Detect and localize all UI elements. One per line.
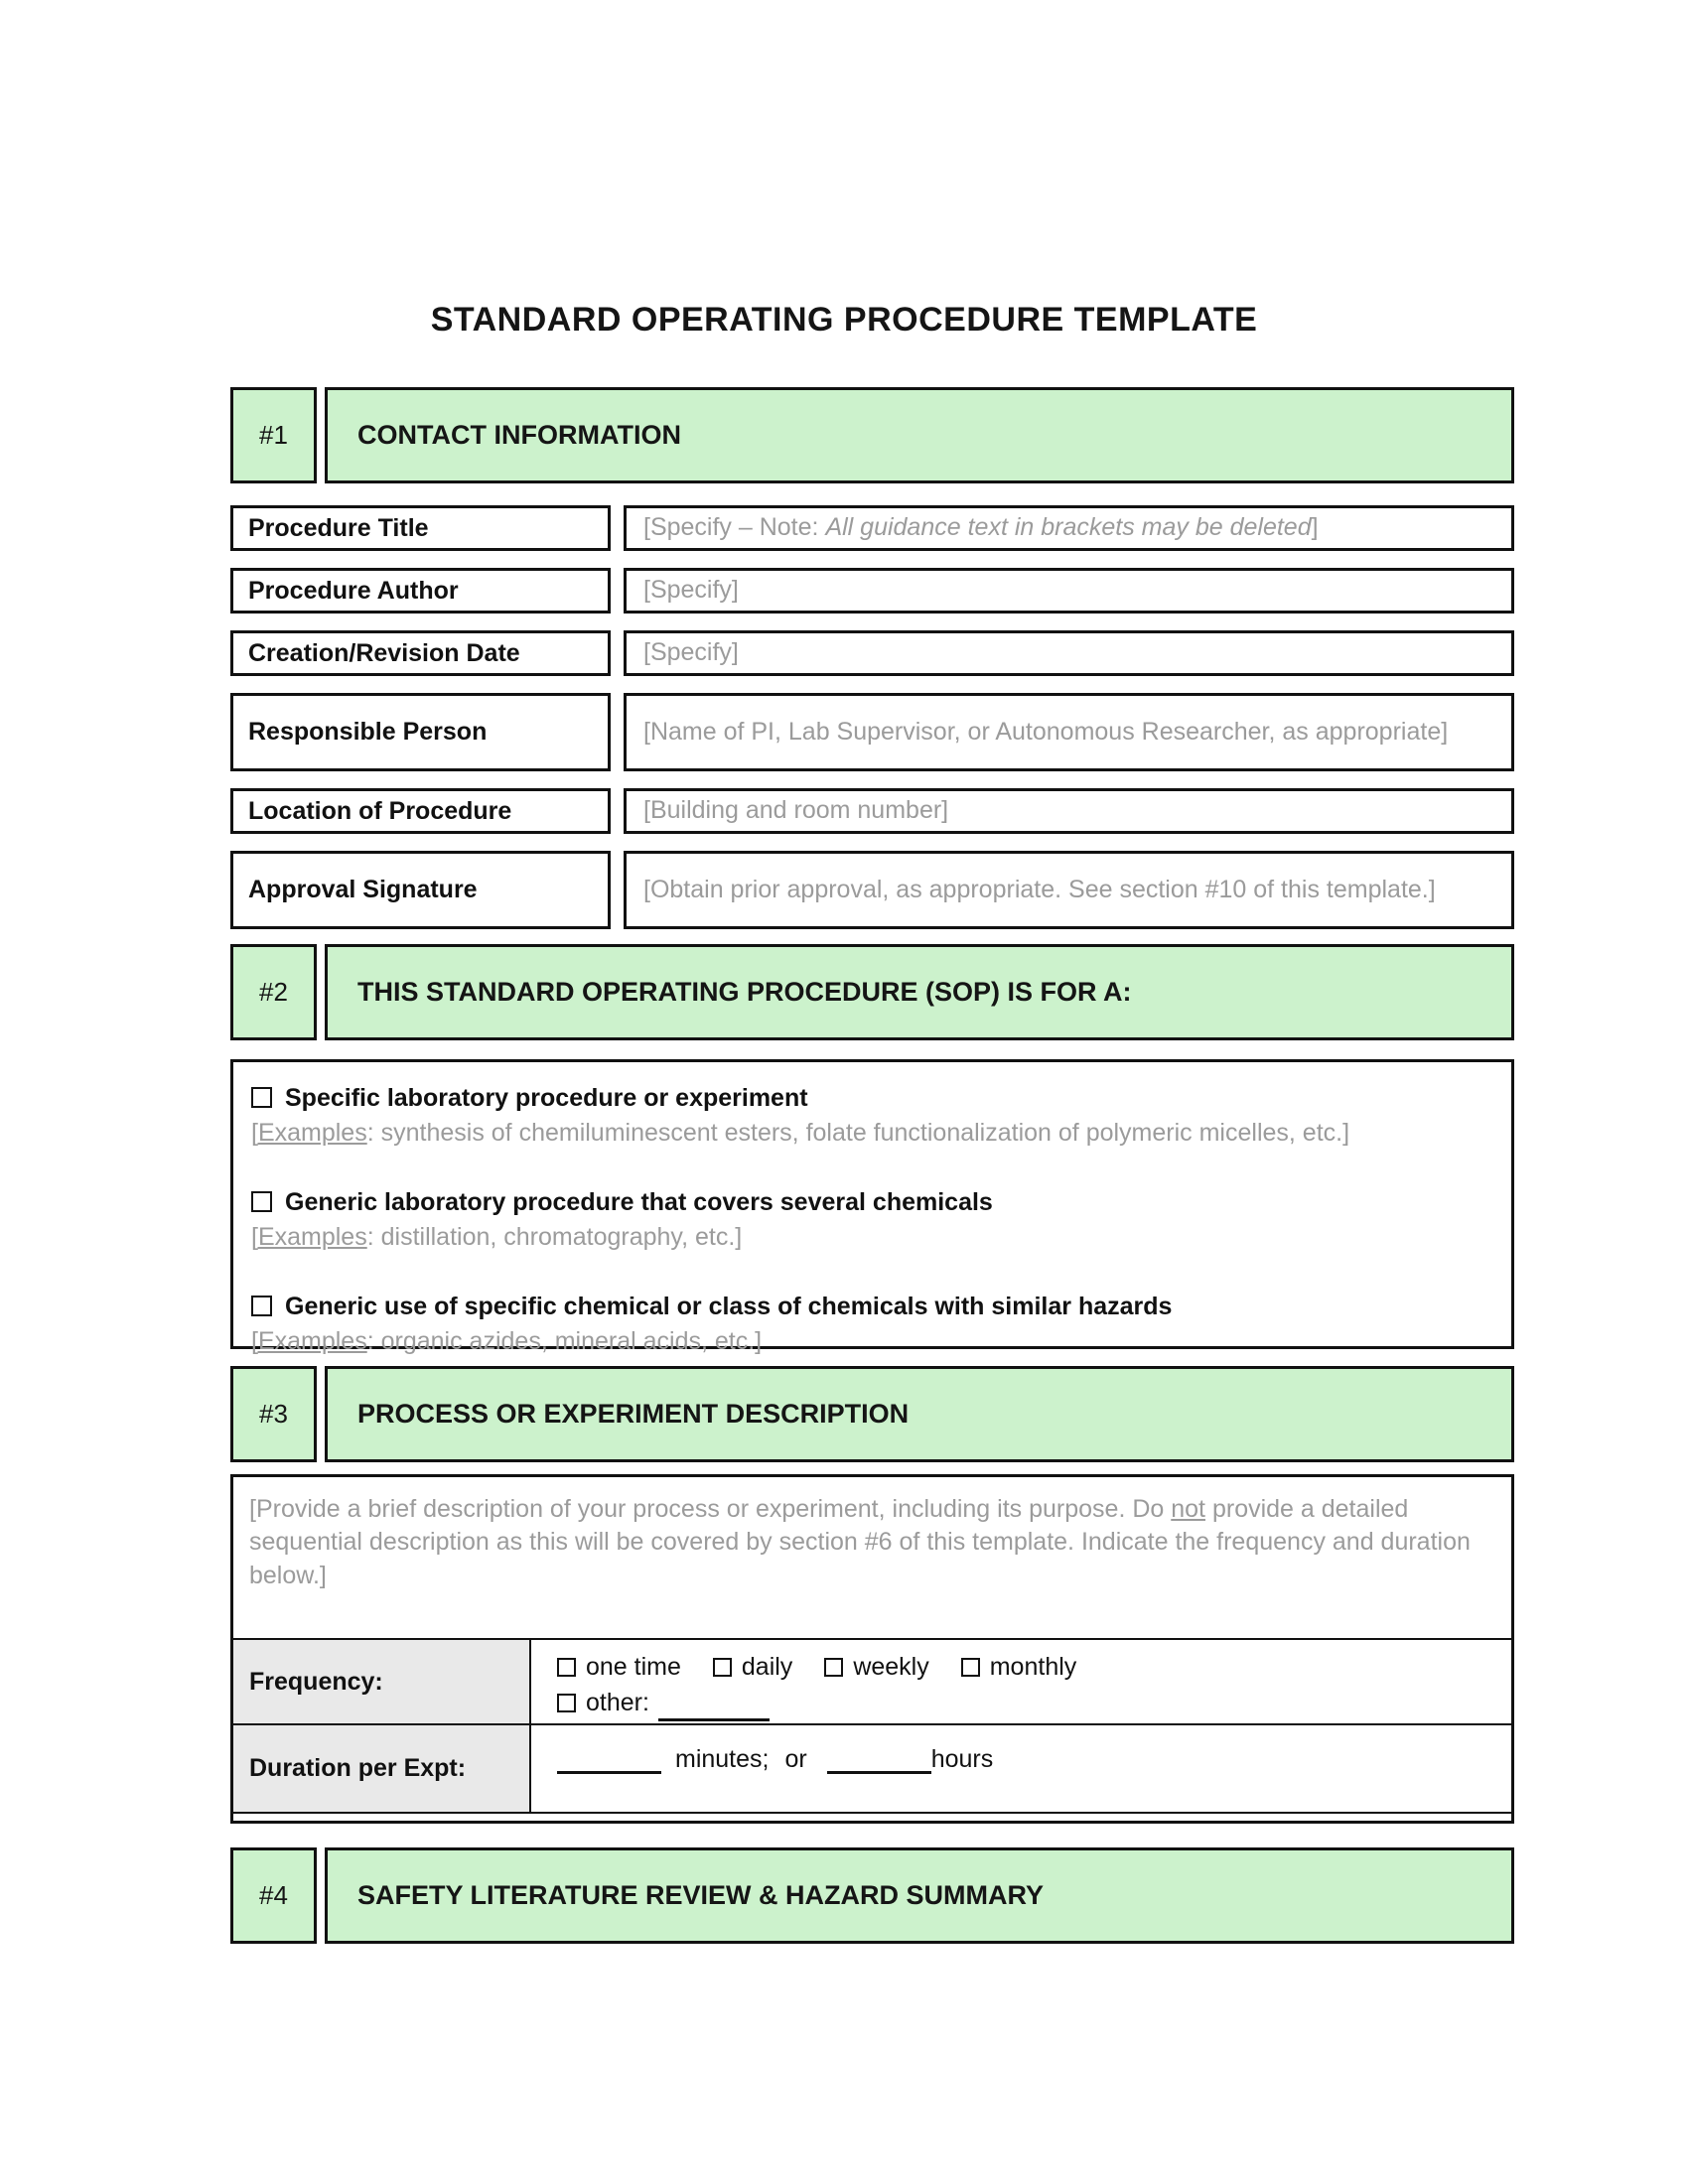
table-row bbox=[230, 568, 1514, 614]
table-row bbox=[233, 1725, 1511, 1814]
field-approval-signature[interactable] bbox=[624, 851, 1514, 929]
row-label-approval-signature: Approval Signature bbox=[230, 851, 611, 929]
checkbox-daily[interactable] bbox=[713, 1658, 732, 1677]
section-title: THIS STANDARD OPERATING PROCEDURE (SOP) IS FOR A: bbox=[325, 944, 1514, 1040]
row-label-procedure-title: Procedure Title bbox=[230, 505, 611, 551]
unit-label: or bbox=[784, 1745, 807, 1773]
spacer bbox=[233, 1814, 1511, 1821]
checkbox-one-time[interactable] bbox=[557, 1658, 576, 1677]
option-label: other: bbox=[586, 1689, 649, 1717]
divider bbox=[317, 1366, 325, 1462]
row-label-frequency: Frequency: bbox=[233, 1640, 531, 1723]
placeholder-text: [Obtain prior approval, as appropriate. See section #10 of this template.] bbox=[643, 875, 1436, 903]
section-header-process-description bbox=[230, 1366, 1514, 1462]
duration-entry bbox=[531, 1725, 1511, 1812]
document-body bbox=[230, 387, 1514, 1944]
section-title: CONTACT INFORMATION bbox=[325, 387, 1514, 483]
unit-label: hours bbox=[930, 1745, 994, 1773]
checkbox-monthly[interactable] bbox=[961, 1658, 980, 1677]
section-number: #3 bbox=[230, 1366, 317, 1462]
row-label-location-of-procedure: Location of Procedure bbox=[230, 788, 611, 834]
divider bbox=[611, 788, 624, 834]
placeholder-text: [Specify] bbox=[643, 576, 739, 605]
divider bbox=[611, 693, 624, 771]
frequency-line-1 bbox=[557, 1649, 1511, 1685]
placeholder-text: [Building and room number] bbox=[643, 796, 949, 825]
option-label: one time bbox=[586, 1653, 681, 1681]
placeholder-text: [Specify – Note: bbox=[643, 513, 826, 542]
field-procedure-title[interactable] bbox=[624, 505, 1514, 551]
field-creation-revision-date[interactable] bbox=[624, 630, 1514, 676]
divider bbox=[611, 505, 624, 551]
spacer bbox=[230, 1824, 1514, 1847]
row-label-procedure-author: Procedure Author bbox=[230, 568, 611, 614]
fill-in-blank-other[interactable] bbox=[658, 1697, 770, 1721]
frequency-line-2 bbox=[557, 1685, 1511, 1720]
checkbox-other[interactable] bbox=[557, 1694, 576, 1712]
table-row bbox=[233, 1640, 1511, 1725]
placeholder-text: [Name of PI, Lab Supervisor, or Autonomous Researcher, as appropriate] bbox=[643, 717, 1449, 746]
process-description-box bbox=[230, 1474, 1514, 1824]
field-location-of-procedure[interactable] bbox=[624, 788, 1514, 834]
field-responsible-person[interactable] bbox=[624, 693, 1514, 771]
checkbox-weekly[interactable] bbox=[824, 1658, 843, 1677]
placeholder-text: ] bbox=[1311, 513, 1319, 542]
checkbox-specific-procedure[interactable] bbox=[251, 1087, 272, 1108]
spacer bbox=[230, 1462, 1514, 1474]
row-label-creation-revision-date: Creation/Revision Date bbox=[230, 630, 611, 676]
example-text: : organic azides, mineral acids, etc.] bbox=[366, 1326, 763, 1355]
table-row bbox=[230, 505, 1514, 551]
row-label-duration: Duration per Expt: bbox=[233, 1725, 531, 1812]
option-label: Generic use of specific chemical or class of chemicals with similar hazards bbox=[285, 1293, 1173, 1320]
row-label-responsible-person: Responsible Person bbox=[230, 693, 611, 771]
divider bbox=[611, 568, 624, 614]
page-title: STANDARD OPERATING PROCEDURE TEMPLATE bbox=[430, 301, 1258, 339]
placeholder-text: provide a detailed sequential description as this will be covered by section #6 of this template. Indicate the frequency and duration below.] bbox=[249, 1495, 1471, 1589]
list-item bbox=[251, 1082, 1491, 1149]
section-number: #1 bbox=[230, 387, 317, 483]
option-label: monthly bbox=[989, 1653, 1077, 1681]
option-label: weekly bbox=[853, 1653, 929, 1681]
divider bbox=[317, 944, 325, 1040]
example-text-underlined: [Examples bbox=[251, 1118, 367, 1147]
placeholder-text-underlined: not bbox=[1171, 1495, 1206, 1523]
divider bbox=[317, 1847, 325, 1944]
checkbox-generic-procedure[interactable] bbox=[251, 1191, 272, 1212]
section-header-sop-type bbox=[230, 944, 1514, 1040]
placeholder-text-italic: All guidance text in brackets may be deleted bbox=[825, 513, 1312, 542]
table-row bbox=[230, 788, 1514, 834]
contact-information-table bbox=[230, 505, 1514, 929]
example-text-underlined: [Examples bbox=[251, 1222, 367, 1251]
example-text-underlined: [Examples bbox=[251, 1326, 367, 1355]
divider bbox=[611, 630, 624, 676]
example-text: : distillation, chromatography, etc.] bbox=[366, 1222, 743, 1251]
checkbox-generic-chemical-use[interactable] bbox=[251, 1296, 272, 1316]
unit-label: minutes; bbox=[675, 1745, 770, 1773]
placeholder-text: [Specify] bbox=[643, 638, 739, 667]
sop-type-options-box bbox=[230, 1059, 1514, 1355]
section-title: PROCESS OR EXPERIMENT DESCRIPTION bbox=[325, 1366, 1514, 1462]
section-header-safety-literature bbox=[230, 1847, 1514, 1944]
frequency-options bbox=[531, 1640, 1511, 1723]
section-header-contact-information bbox=[230, 387, 1514, 483]
field-process-description[interactable] bbox=[233, 1477, 1511, 1640]
option-label: Specific laboratory procedure or experiment bbox=[285, 1084, 808, 1112]
section-number: #4 bbox=[230, 1847, 317, 1944]
table-row bbox=[230, 693, 1514, 771]
fill-in-blank-hours[interactable] bbox=[827, 1749, 931, 1774]
spacer bbox=[230, 1040, 1514, 1059]
example-text: : synthesis of chemiluminescent esters, folate functionalization of polymeric micelles, etc.] bbox=[366, 1118, 1350, 1147]
table-row bbox=[230, 851, 1514, 929]
table-row bbox=[230, 630, 1514, 676]
field-procedure-author[interactable] bbox=[624, 568, 1514, 614]
list-item bbox=[251, 1186, 1491, 1253]
option-label: daily bbox=[741, 1653, 793, 1681]
option-label: Generic laboratory procedure that covers several chemicals bbox=[285, 1188, 993, 1216]
placeholder-text: [Provide a brief description of your process or experiment, including its purpose. Do bbox=[249, 1495, 1172, 1523]
divider bbox=[317, 387, 325, 483]
section-title: SAFETY LITERATURE REVIEW & HAZARD SUMMARY bbox=[325, 1847, 1514, 1944]
section-number: #2 bbox=[230, 944, 317, 1040]
list-item bbox=[251, 1291, 1491, 1357]
fill-in-blank-minutes[interactable] bbox=[557, 1749, 661, 1774]
divider bbox=[611, 851, 624, 929]
